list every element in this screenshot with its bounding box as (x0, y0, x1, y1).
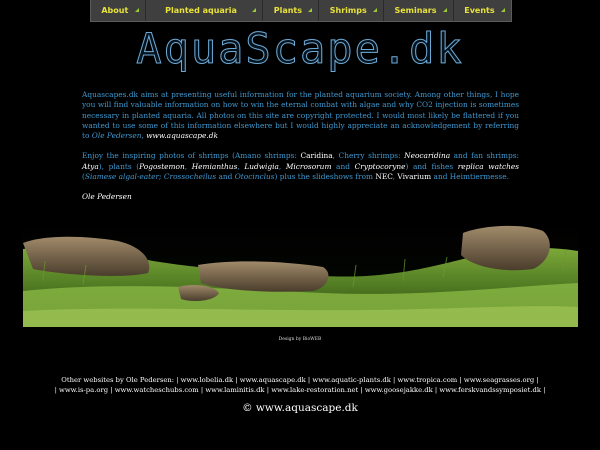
author-link[interactable]: Ole Pedersen (91, 131, 142, 141)
footer-link[interactable]: www.aquascape.dk (239, 376, 306, 384)
microsorum-link[interactable]: Microsorum (285, 161, 332, 171)
arrow-icon (443, 8, 447, 12)
photos-text: ), plants ( (98, 161, 140, 171)
footer-link[interactable]: www.lake-restoration.net (271, 385, 359, 394)
nav-item-plants[interactable] (263, 0, 319, 21)
nav-item-label: Plants (273, 6, 303, 15)
photos-text: and (331, 161, 355, 171)
arrow-icon (373, 8, 377, 12)
design-credit[interactable]: Design by BioWEB (278, 337, 322, 342)
main-nav (90, 0, 512, 22)
main-content (82, 90, 519, 213)
intro-text: , (141, 131, 147, 141)
hemianthus-link[interactable]: Hemianthus (191, 161, 238, 171)
photos-text: , (278, 161, 286, 171)
cryptocoryne-link[interactable]: Cryptocoryne (354, 161, 406, 171)
photos-text: ( (82, 172, 85, 182)
nav-item-label: Events (464, 6, 495, 15)
footer-link[interactable]: www.goosejakke.dk (364, 385, 433, 394)
atya-link[interactable]: Atya (82, 161, 99, 171)
photos-text: ) and fishes (405, 161, 458, 171)
footer-link[interactable]: www.aquatic-plants.dk (312, 376, 391, 384)
pogostemon-link[interactable]: Pogostemon (139, 161, 185, 171)
nav-item-label: Seminars (394, 6, 437, 15)
photos-text: and fan shrimps: (450, 151, 519, 161)
caridina-link[interactable]: Caridina (300, 151, 333, 161)
arrow-icon (308, 8, 312, 12)
nav-item-label: Shrimps (329, 6, 367, 15)
photos-text: and (216, 172, 235, 182)
nav-item-label: Planted aquaria (165, 6, 237, 15)
arrow-icon (135, 8, 139, 12)
otocinclus-link[interactable]: Otocinclus (234, 172, 275, 182)
footer-link[interactable]: www.watcheschubs.com (114, 385, 199, 394)
photos-paragraph (82, 151, 519, 182)
footer-link[interactable]: www.is-pa.org (59, 385, 109, 394)
nav-item-label: About (101, 6, 129, 15)
photos-text: , (237, 161, 245, 171)
neocaridina-link[interactable]: Neocaridina (404, 151, 451, 161)
footer-link[interactable]: www.lobelia.dk (180, 376, 234, 384)
replica-watches-link[interactable]: replica watches (457, 161, 520, 171)
heimtiermesse-link[interactable]: Heimtiermesse (449, 172, 507, 182)
photos-text: ) plus the slideshows from (274, 172, 376, 182)
photos-text: , (184, 161, 192, 171)
ludwigia-link[interactable]: Ludwigia (244, 161, 279, 171)
site-logo[interactable]: AquaScape.dk (136, 24, 464, 73)
footer-link[interactable]: www.tropica.com (397, 376, 458, 384)
siamese-algal-eater-link[interactable]: Siamese algal-eater; Crossocheilus (84, 172, 217, 182)
footer-prefix: Other websites by Ole Pedersen: | (61, 376, 179, 384)
photos-text: Enjoy the inspiring photos of shrimps (Amano shrimps: (82, 151, 301, 161)
nav-item-planted-aquaria[interactable] (146, 0, 264, 21)
photos-text: , Cherry shrimps: (332, 151, 405, 161)
photos-text: . (506, 172, 509, 182)
footer-link[interactable]: www.ferskvandssymposiet.dk (439, 385, 541, 394)
copyright-notice: © www.aquascape.dk (242, 402, 358, 414)
nec-link[interactable]: NEC (375, 172, 393, 182)
nav-item-seminars[interactable] (384, 0, 454, 21)
arrow-icon (501, 8, 505, 12)
intro-paragraph (82, 90, 519, 141)
photos-text: , (392, 172, 398, 182)
nav-item-shrimps[interactable] (319, 0, 384, 21)
footer-link[interactable]: www.laminitis.dk (205, 385, 265, 394)
signature: Ole Pedersen (82, 192, 132, 202)
aquarium-banner-image (23, 221, 578, 327)
footer-links: Other websites by Ole Pedersen: | www.lobelia.dk | www.aquascape.dk | www.aquatic-plants.dk | www.tropica.com | www.seagrasses.org | | www.is-pa.org | www.watcheschubs.com | www.laminitis.dk | www.lake-restoration.net | www.goosejakke.dk | www.ferskvandssymposiet.dk | (54, 376, 546, 394)
nav-item-about[interactable] (91, 0, 146, 21)
footer-link[interactable]: www.seagrasses.org (463, 376, 535, 384)
site-reference: www.aquascape.dk (146, 131, 218, 141)
arrow-icon (252, 8, 256, 12)
photos-text: and (431, 172, 450, 182)
intro-text: Aquascapes.dk aims at presenting useful information for the planted aquarium society. Among other things, I hope you will find valuable information on how to win the eternal combat with algae and why CO2 injection is sometimes necessary in planted aquaria. All photos on this site are copyright protected. I would most likely be flattered if you wanted to use some of this information elsewhere but I would highly appreciate an acknowledgement by referring to (82, 90, 519, 141)
nav-item-events[interactable] (454, 0, 511, 21)
vivarium-link[interactable]: Vivarium (397, 172, 432, 182)
